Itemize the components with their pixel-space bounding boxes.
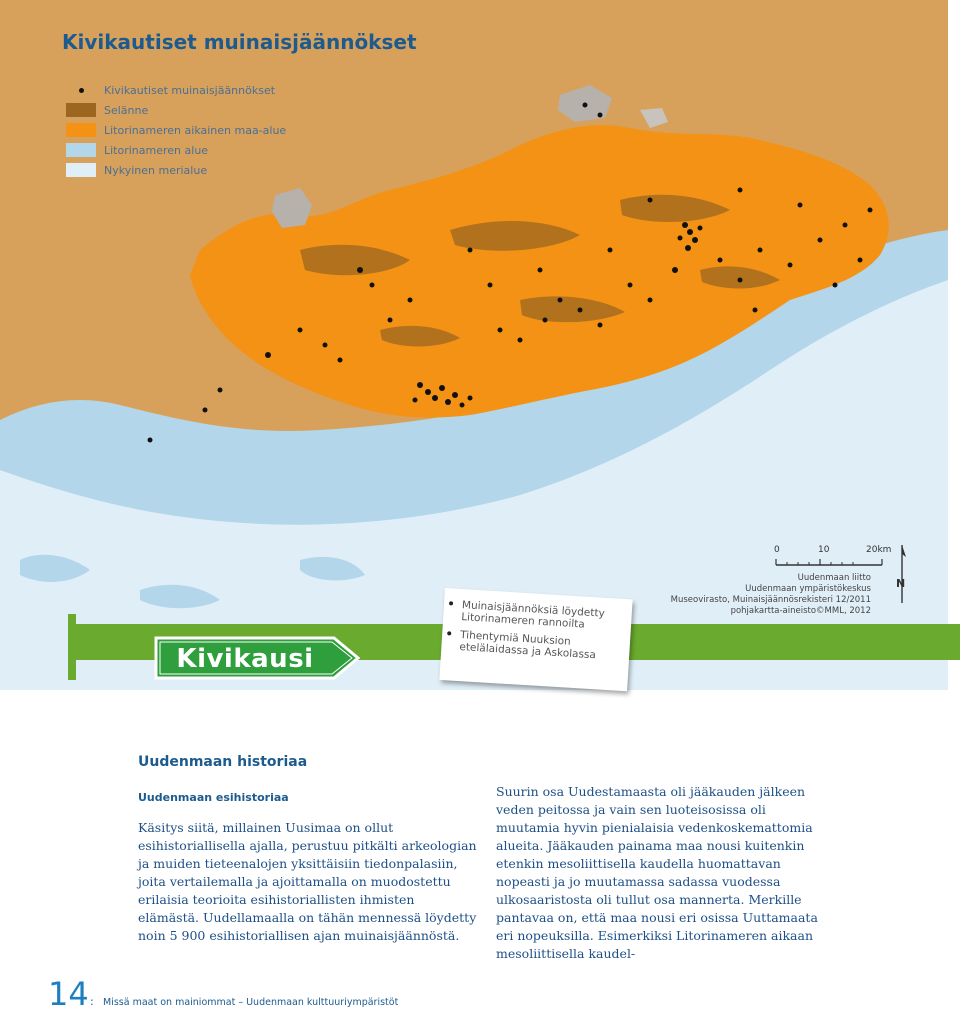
legend-label: Litorinameren aikainen maa-alue <box>104 123 287 137</box>
scale-label-20: 20km <box>866 545 892 555</box>
scale-ruler <box>770 557 890 567</box>
north-arrow-icon <box>893 543 911 607</box>
legend-item <box>66 100 286 120</box>
legend-item <box>66 80 286 100</box>
note-item: Muinaisjäännöksiä löydetty Litorinameren rannoilta <box>461 599 622 633</box>
scale-label-10: 10 <box>818 545 830 555</box>
legend-label: Litorinameren alue <box>104 143 209 157</box>
note-item: Tihentymiä Nuuksion etelälaidassa ja Askolassa <box>459 629 620 663</box>
credit-line: Uudenmaan ympäristökeskus <box>745 584 871 594</box>
credit-line: Uudenmaan liitto <box>797 573 871 583</box>
legend-label: Nykyinen merialue <box>104 163 208 177</box>
note-card <box>439 588 632 691</box>
section-title: Uudenmaan historiaa <box>138 754 308 770</box>
page-number: 14 <box>48 975 89 1013</box>
legend-swatch <box>66 123 96 137</box>
legend-dot-icon <box>66 83 96 97</box>
map-title: Kivikautiset muinaisjäännökset <box>62 30 417 54</box>
section-subtitle: Uudenmaan esihistoriaa <box>138 791 289 804</box>
scale-label-0: 0 <box>774 545 780 555</box>
credit-line: pohjakartta-aineisto©MML, 2012 <box>730 606 871 616</box>
map-credits <box>660 573 871 617</box>
map-legend <box>66 80 286 180</box>
scale-bar <box>770 545 890 570</box>
legend-item <box>66 140 286 160</box>
body-paragraph-left: Käsitys siitä, millainen Uusimaa on ollut esihistoriallisella ajalla, perustuu pitkälti arkeologian ja muiden tieteenalojen yksittäisiin tiedonpalasiin, joita vertailemalla ja ajoittamalla on muodostettu erilaisia teorioita esihistoriallisten ihmisten elämästä. Uudellamaalla on tähän mennessä löydetty noin 5 900 esihistoriallisen ajan muinaisjäännöstä. <box>138 820 477 943</box>
legend-swatch <box>66 143 96 157</box>
legend-swatch <box>66 103 96 117</box>
period-badge-label: Kivikausi <box>176 644 314 674</box>
body-paragraph-right: Suurin osa Uudestamaasta oli jääkauden jälkeen veden peitossa ja vain sen luoteisosissa oli muutamia hyvin pienialaisia vedenkoskemattomia alueita. Jääkauden painama maa nousi kuitenkin etenkin mesoliittisella kaudella huomattavan nopeasti ja jo muutamassa sadassa vuodessa ulkosaaristosta oli tullut osa mannerta. Merkille pantavaa on, että maa nousi eri osissa Uuttamaata eri nopeuksilla. Esimerkiksi Litorinameren aikaan mesoliittisella kaudel- <box>496 784 818 961</box>
north-label: N <box>896 577 906 590</box>
legend-item <box>66 120 286 140</box>
timeline-bar-start <box>68 614 76 680</box>
footer-text: Missä maat on mainiommat – Uudenmaan kulttuuriympäristöt <box>103 997 399 1008</box>
legend-item <box>66 160 286 180</box>
legend-label: Selänne <box>104 103 149 117</box>
legend-swatch <box>66 163 96 177</box>
legend-label: Kivikautiset muinaisjäännökset <box>104 83 276 97</box>
credit-line: Museovirasto, Muinaisjäännösrekisteri 12/2011 <box>670 595 871 605</box>
footer-separator: : <box>90 995 94 1008</box>
